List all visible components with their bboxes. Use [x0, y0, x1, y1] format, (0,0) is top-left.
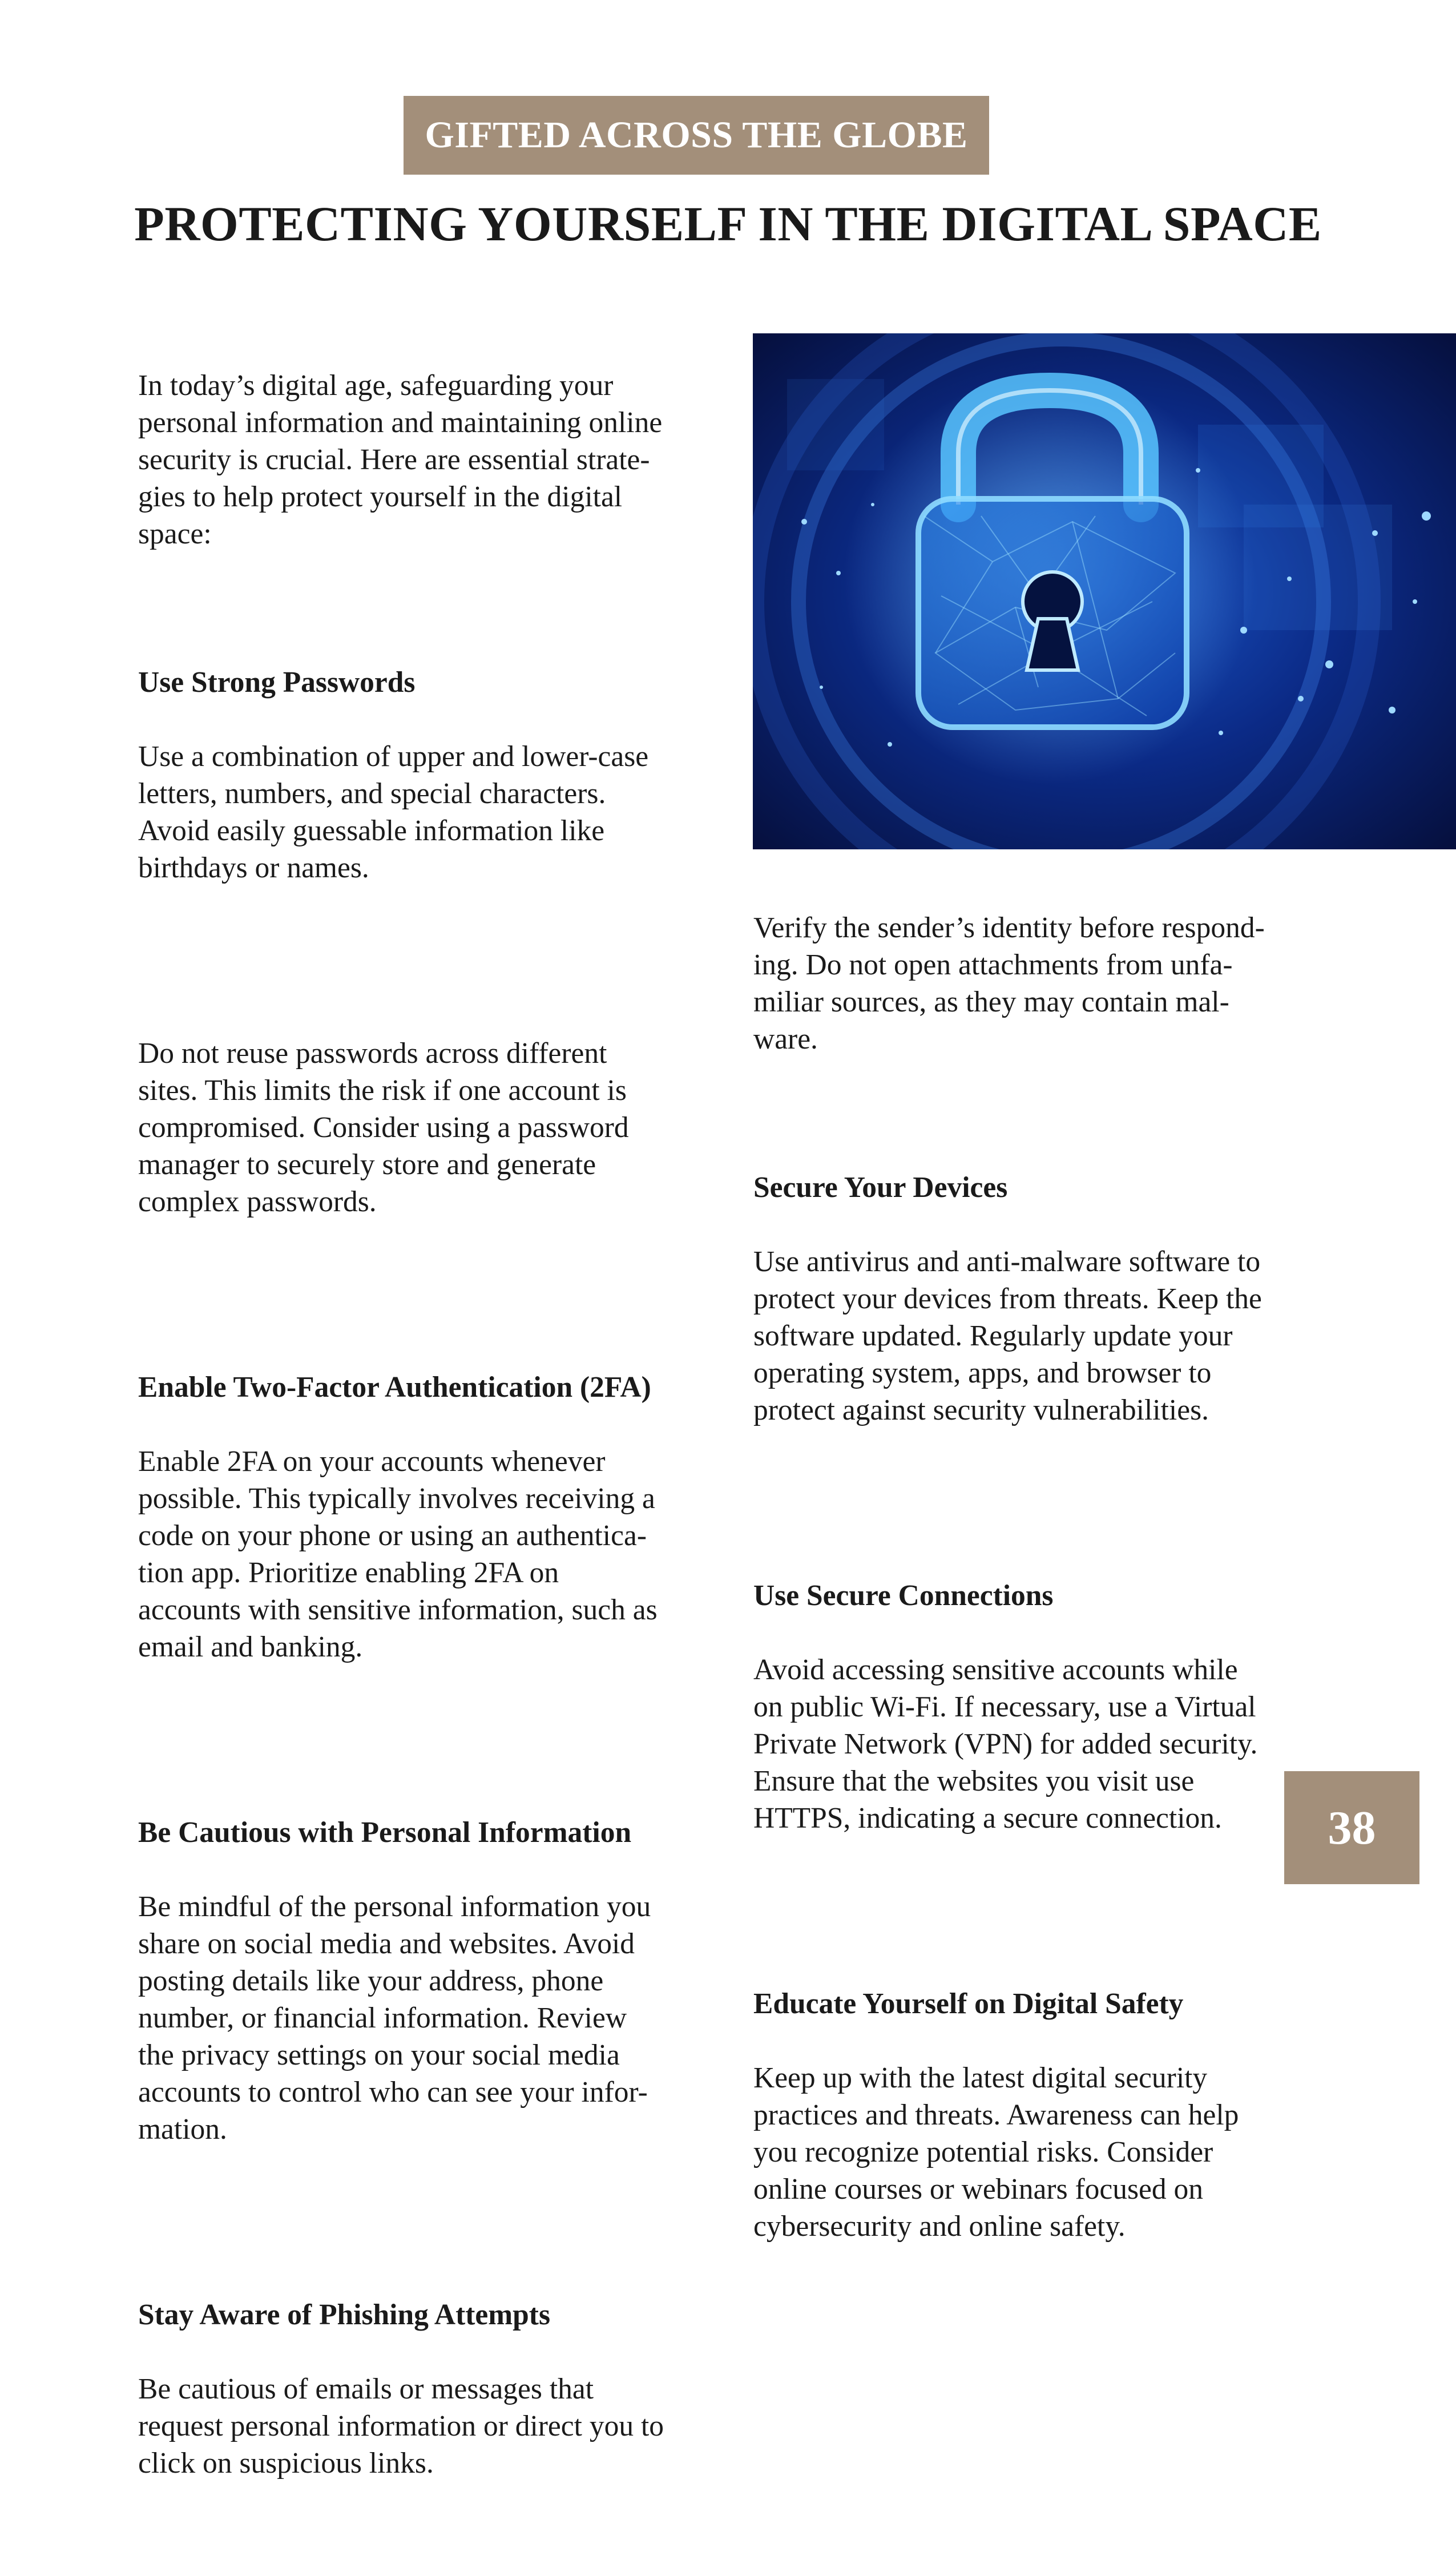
section-secure-devices: [753, 1132, 1324, 1503]
continuation-paragraph: Verify the sender’s identity before respond- ing. Do not open attachments from unfa- miliar sources, as they may contain mal- ware.: [753, 912, 1265, 1055]
section-digital-safety: [753, 1948, 1324, 2282]
section-body: Be cautious of emails or messages that request personal information or direct you to click on suspicious links.: [138, 2373, 664, 2480]
section-heading: Use Strong Passwords: [138, 666, 416, 699]
section-body: Keep up with the latest digital security practices and threats. Awareness can help you recognize potential risks. Consider online courses or webinars focused on cybersecurity and online safety.: [753, 2062, 1239, 2243]
page-number: 38: [1284, 1771, 1419, 1884]
page-title: PROTECTING YOURSELF IN THE DIGITAL SPACE: [134, 196, 1322, 251]
section-heading: Educate Yourself on Digital Safety: [753, 1987, 1184, 2020]
section-secure-connections: [753, 1540, 1324, 1911]
section-banner: GIFTED ACROSS THE GLOBE: [404, 96, 989, 175]
section-body: Avoid accessing sensitive accounts while on public Wi-Fi. If necessary, use a Virtual Private Network (VPN) for added security. Ensure that the websites you visit use HTTPS, indicating a secure connection.: [753, 1654, 1258, 1835]
intro-paragraph: In today’s digital age, safeguarding your personal information and maintaining online security is crucial. Here are essential strate- gies to help protect yourself in the digital space:: [138, 369, 663, 550]
section-personal-information: [138, 1777, 709, 2222]
section-2fa: [138, 1332, 709, 1740]
section-body: Use antivirus and anti-malware software to protect your devices from threats. Keep the software updated. Regularly update your operating system, apps, and browser to protect against security vulnerabilities.: [753, 1245, 1262, 1426]
section-strong-passwords: [138, 627, 709, 961]
section-body: Enable 2FA on your accounts whenever possible. This typically involves receiving a code on your phone or using an authentica- tion app. Prioritize enabling 2FA on accounts with sensitive information, such as email and banking.: [138, 1445, 658, 1663]
section-body: Use a combination of upper and lower-case letters, numbers, and special characters. Avoid easily guessable information like birthdays or names.: [138, 740, 649, 884]
section-heading: Secure Your Devices: [753, 1171, 1008, 1204]
section-heading: Enable Two-Factor Authentication (2FA): [138, 1371, 651, 1404]
section-password-reuse: [138, 998, 709, 1295]
section-body: Do not reuse passwords across different sites. This limits the risk if one account is compromised. Consider using a password manager to securely store and generate complex passwords.: [138, 1037, 629, 1218]
padlock-illustration: [753, 333, 1456, 849]
left-column: [138, 330, 709, 2556]
section-body: Be mindful of the personal information you share on social media and websites. Avoid posting details like your address, phone number, or financial information. Review the privacy settings on your social media accounts to control who can see your infor- mation.: [138, 1890, 651, 2146]
right-column: [753, 872, 1324, 2319]
section-heading: Be Cautious with Personal Information: [138, 1816, 632, 1849]
section-heading: Use Secure Connections: [753, 1579, 1054, 1612]
section-heading: Stay Aware of Phishing Attempts: [138, 2299, 550, 2331]
section-phishing: [138, 2259, 709, 2519]
